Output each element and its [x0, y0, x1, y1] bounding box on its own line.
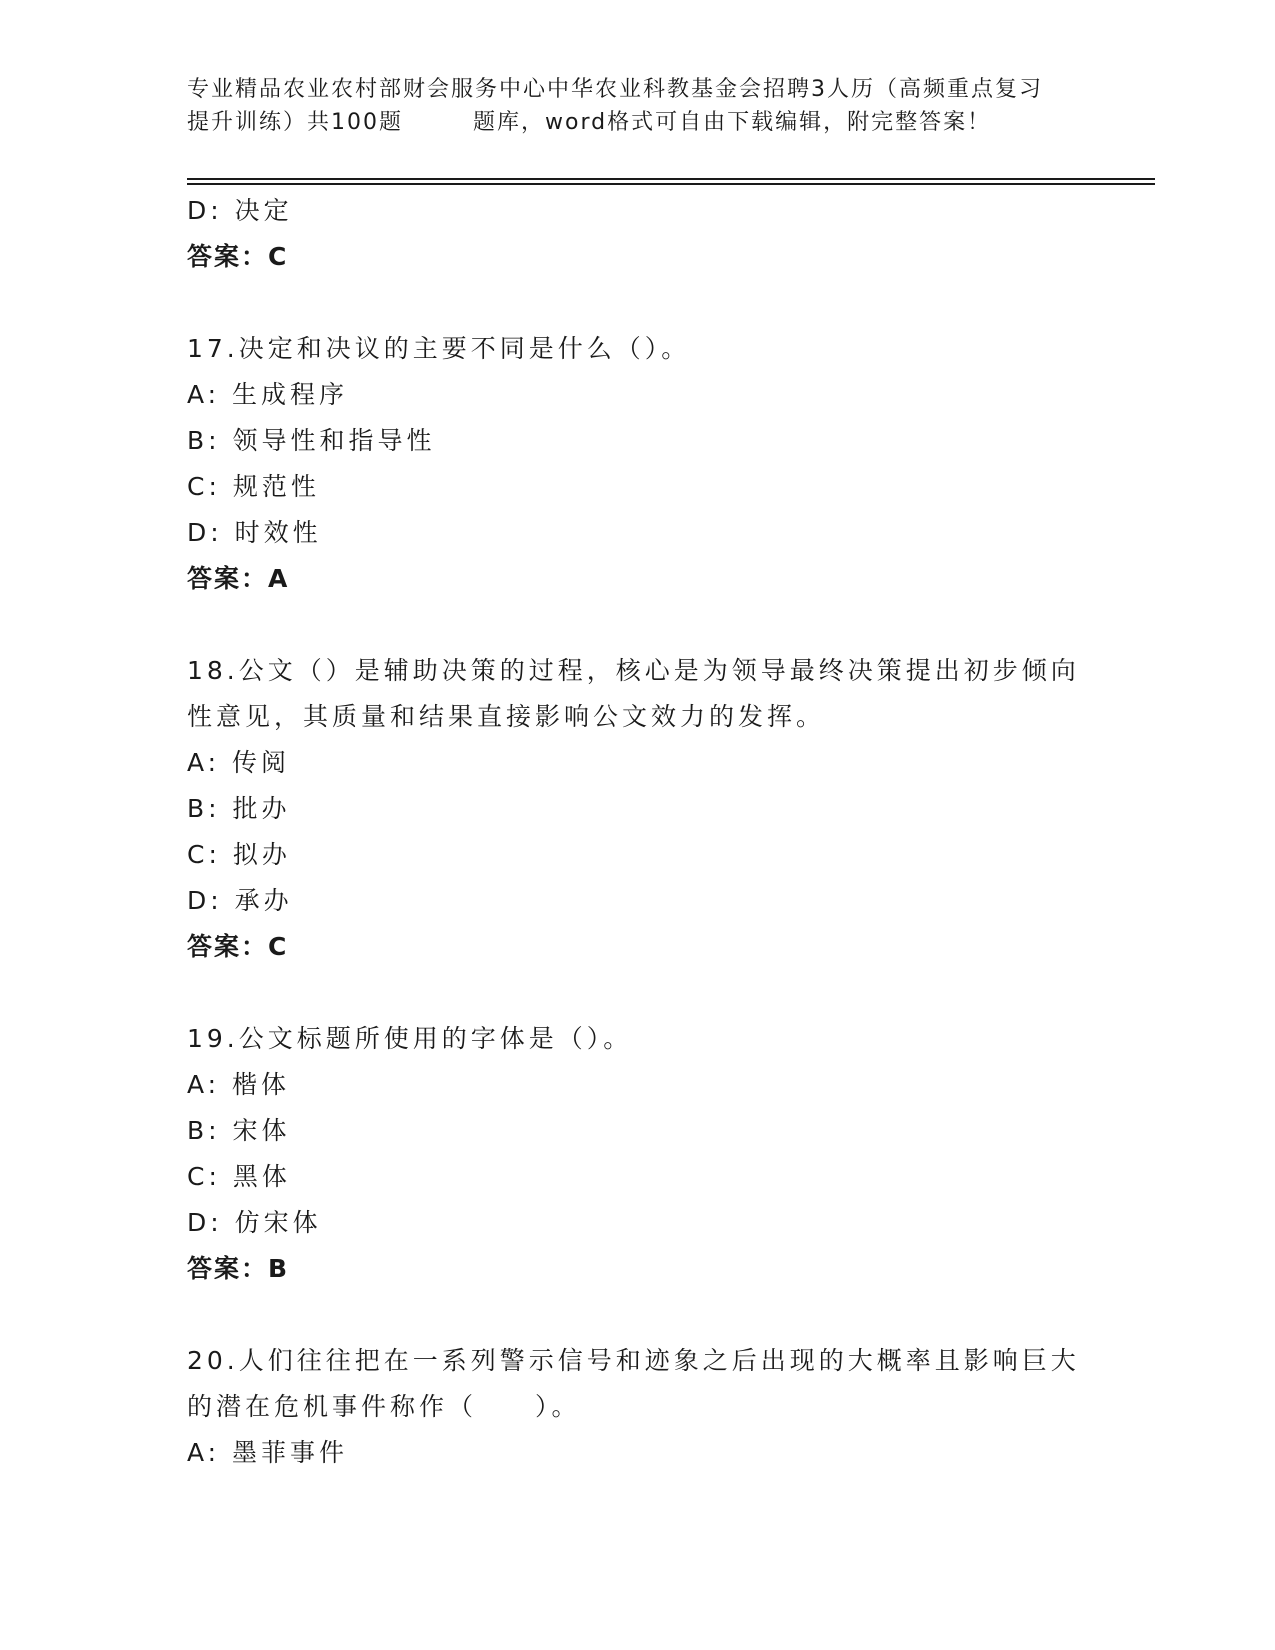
option-b: B: 领导性和指导性 — [187, 426, 436, 455]
previous-question-tail — [187, 188, 1107, 280]
option-b: B: 宋体 — [187, 1116, 291, 1145]
option-d: D: 仿宋体 — [187, 1208, 322, 1237]
spacer — [187, 280, 1107, 326]
option-c: C: 黑体 — [187, 1162, 291, 1191]
answer-line: 答案：A — [187, 564, 290, 593]
question-20 — [187, 1338, 1107, 1476]
question-text-line-2: 性意见，其质量和结果直接影响公文效力的发挥。 — [187, 702, 826, 731]
option-d: D: 决定 — [187, 196, 293, 225]
answer-line: 答案：C — [187, 932, 289, 961]
answer-line: 答案：C — [187, 242, 289, 271]
question-text: 17.决定和决议的主要不同是什么（）。 — [187, 334, 691, 363]
option-b: B: 批办 — [187, 794, 291, 823]
question-17 — [187, 326, 1107, 602]
question-text: 19.公文标题所使用的字体是（）。 — [187, 1024, 633, 1053]
header-line-2-part-1: 提升训练）共100题 — [187, 110, 403, 135]
option-c: C: 规范性 — [187, 472, 320, 501]
option-c: C: 拟办 — [187, 840, 291, 869]
spacer — [187, 1292, 1107, 1338]
option-a: A: 楷体 — [187, 1070, 291, 1099]
question-text-line-1: 18.公文（）是辅助决策的过程，核心是为领导最终决策提出初步倾向 — [187, 656, 1080, 685]
option-a: A: 生成程序 — [187, 380, 349, 409]
header-divider-bottom — [187, 183, 1155, 185]
question-text-line-1: 20.人们往往把在一系列警示信号和迹象之后出现的大概率且影响巨大 — [187, 1346, 1080, 1375]
option-a: A: 传阅 — [187, 748, 291, 777]
question-19 — [187, 1016, 1107, 1292]
header-divider-top — [187, 178, 1155, 180]
header-line-2 — [187, 106, 1107, 139]
document-header — [187, 73, 1107, 139]
option-d: D: 时效性 — [187, 518, 322, 547]
header-line-2-part-2: 题库，word格式可自由下载编辑，附完整答案！ — [473, 110, 992, 135]
question-text-line-2: 的潜在危机事件称作（ ）。 — [187, 1392, 581, 1421]
option-a: A: 墨菲事件 — [187, 1438, 349, 1467]
spacer — [187, 970, 1107, 1016]
question-18 — [187, 648, 1107, 970]
option-d: D: 承办 — [187, 886, 293, 915]
question-list — [187, 188, 1107, 1476]
answer-line: 答案：B — [187, 1254, 290, 1283]
header-line-1: 专业精品农业农村部财会服务中心中华农业科教基金会招聘3人历（高频重点复习 — [187, 77, 1043, 102]
spacer — [187, 602, 1107, 648]
